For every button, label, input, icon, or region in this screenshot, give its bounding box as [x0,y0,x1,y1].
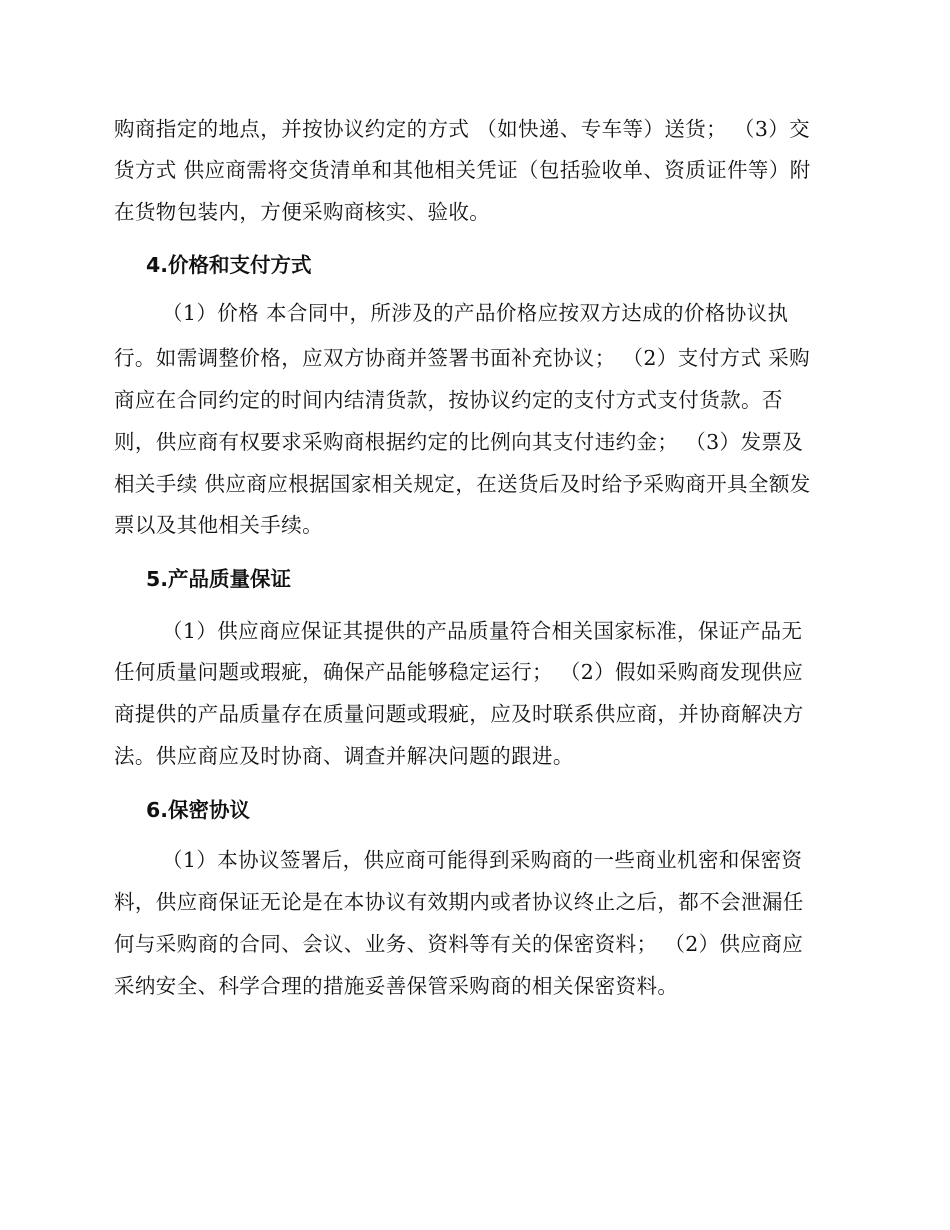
paragraph-line: 购商指定的地点，并按协议约定的方式 （如快递、专车等）送货； （3）交 [114,117,811,141]
section-heading: 6.保密协议 [146,798,251,822]
paragraph-line: 货方式 供应商需将交货清单和其他相关凭证（包括验收单、资质证件等）附 [114,158,811,182]
paragraph-line: 商应在合同约定的时间内结清货款，按协议约定的支付方式支付货款。否 [114,388,783,412]
paragraph-line: 相关手续 供应商应根据国家相关规定，在送货后及时给予采购商开具全额发 [114,472,811,496]
paragraph-line: （1）供应商应保证其提供的产品质量符合相关国家标准，保证产品无 [162,619,803,643]
paragraph-line: 则，供应商有权要求采购商根据约定的比例向其支付违约金； （3）发票及 [114,430,804,454]
paragraph-line: 何与采购商的合同、会议、业务、资料等有关的保密资料； （2）供应商应 [114,932,804,956]
paragraph-line: 采纳安全、科学合理的措施妥善保管采购商的相关保密资料。 [114,974,679,998]
paragraph-line: 在货物包装内，方便采购商核实、验收。 [114,200,491,224]
paragraph-line: 商提供的产品质量存在质量问题或瑕疵，应及时联系供应商，并协商解决方 [114,702,804,726]
paragraph-line: 法。供应商应及时协商、调查并解决问题的跟进。 [114,744,574,768]
paragraph-line: （1）价格 本合同中，所涉及的产品价格应按双方达成的价格协议执 [162,301,789,325]
paragraph-line: 票以及其他相关手续。 [114,513,323,537]
section-heading: 4.价格和支付方式 [146,253,312,277]
paragraph-line: 任何质量问题或瑕疵，确保产品能够稳定运行； （2）假如采购商发现供应 [114,660,804,684]
paragraph-line: 行。如需调整价格，应双方协商并签署书面补充协议； （2）支付方式 采购 [114,346,811,370]
paragraph-line: （1）本协议签署后，供应商可能得到采购商的一些商业机密和保密资 [162,848,803,872]
section-heading: 5.产品质量保证 [146,567,292,591]
paragraph-line: 料，供应商保证无论是在本协议有效期内或者协议终止之后，都不会泄漏任 [114,890,804,914]
